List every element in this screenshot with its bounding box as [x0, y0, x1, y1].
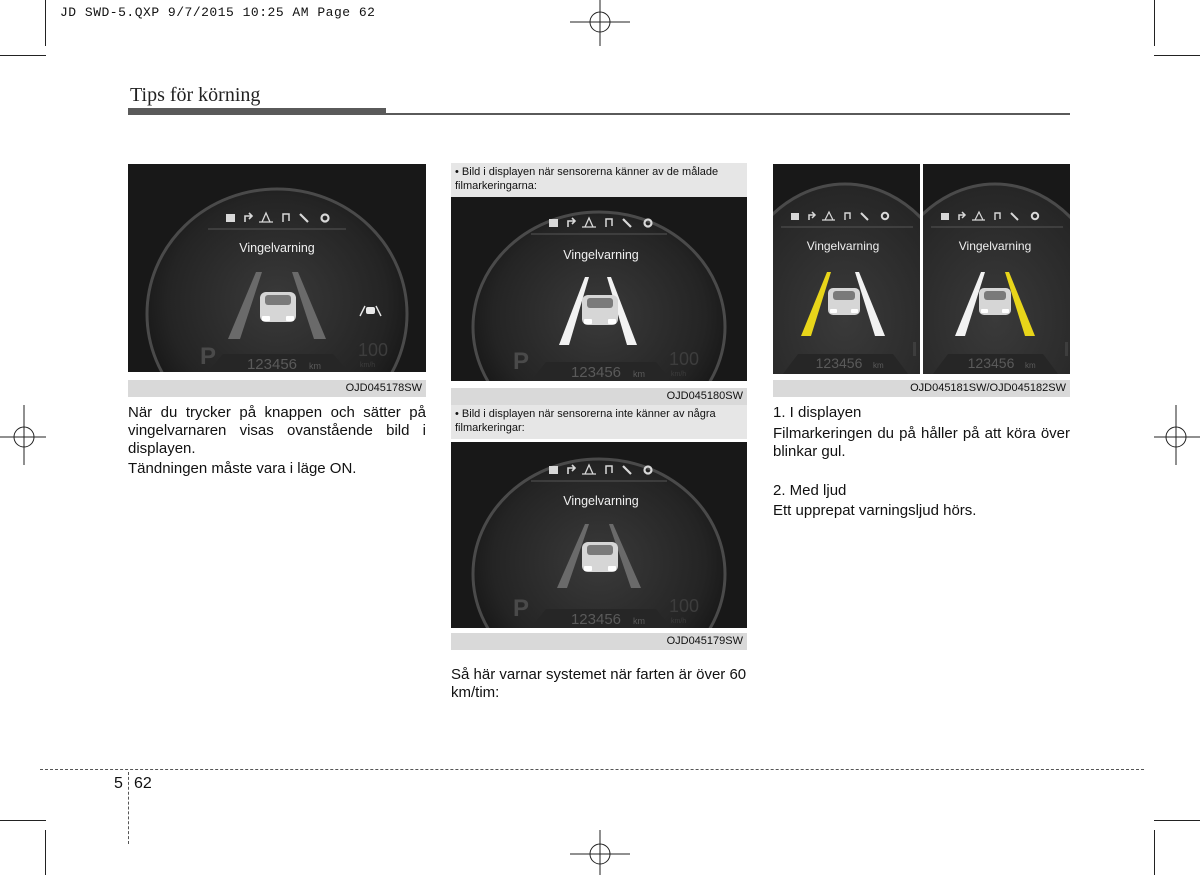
paragraph: När du trycker på knappen och sätter på vingelvarnaren visas ovanstående bild i displayen. [128, 404, 426, 457]
cluster-display [128, 164, 426, 372]
cluster-display [923, 164, 1070, 374]
display-title: Vingelvarning [806, 239, 880, 253]
seat-icon [791, 213, 799, 220]
header-bar [128, 108, 386, 115]
speed-value: 100 [669, 596, 700, 616]
note-not-detected: • Bild i displayen när sensorerna inte känner av några filmarkeringar: [451, 405, 747, 439]
display-title: Vingelvarning [239, 241, 315, 255]
figure-code: OJD045178SW [345, 382, 422, 394]
gear-indicator: P [200, 343, 217, 370]
cluster-figure-2 [451, 197, 747, 381]
registration-mark-icon [0, 405, 46, 465]
display-title: Vingelvarning [563, 248, 639, 262]
crop-mark [0, 55, 46, 56]
car-icon [582, 542, 618, 572]
gear-indicator: P [513, 348, 530, 375]
odometer: 123456 [815, 355, 863, 371]
crop-mark [1154, 0, 1155, 46]
page-title: Tips för körning [130, 84, 261, 106]
seat-icon [226, 214, 235, 222]
figure-code: OJD045179SW [666, 635, 743, 647]
col1-text [128, 404, 426, 478]
odometer-unit: km [633, 369, 645, 379]
paragraph: Filmarkeringen du på håller på att köra över blinkar gul. [773, 425, 1070, 460]
figure-code: OJD045181SW/OJD045182SW [910, 382, 1066, 394]
header-rule [386, 113, 1070, 115]
page-number: 62 [134, 775, 152, 792]
odometer-unit: km [873, 361, 884, 370]
seat-icon [549, 466, 558, 474]
crop-mark [1154, 55, 1200, 56]
col3-text [773, 404, 1070, 520]
crop-mark [45, 0, 46, 46]
chapter-number: 5 [114, 775, 123, 792]
seat-icon [941, 213, 949, 220]
cluster-display [451, 197, 747, 381]
cluster-figure-1 [128, 164, 426, 372]
print-slug: JD SWD-5.QXP 9/7/2015 10:25 AM Page 62 [60, 5, 376, 20]
col2-text [451, 666, 751, 702]
display-title: Vingelvarning [958, 239, 1032, 253]
cluster-figure-4b [923, 164, 1070, 374]
cluster-display [451, 442, 747, 628]
odometer-unit: km [633, 616, 645, 626]
item-title: 1. I displayen [773, 404, 862, 421]
cluster-figure-4a [773, 164, 920, 374]
paragraph: Så här varnar systemet när farten är över 60 km/tim: [451, 666, 747, 701]
odometer: 123456 [967, 355, 1015, 371]
cluster-display [773, 164, 920, 374]
crop-mark [1154, 820, 1200, 821]
footer-divider [128, 772, 129, 844]
figure-caption-3 [451, 633, 747, 650]
crop-mark [45, 830, 46, 875]
crop-mark [1154, 830, 1155, 875]
figure-caption-1 [128, 380, 426, 397]
figure-caption-4 [773, 380, 1070, 397]
car-icon [979, 288, 1011, 315]
paragraph: Ett upprepat varningsljud hörs. [773, 502, 977, 519]
car-icon [582, 295, 618, 325]
display-title: Vingelvarning [563, 494, 639, 508]
registration-mark-icon [570, 830, 630, 875]
registration-mark-icon [570, 0, 630, 46]
car-icon [260, 292, 296, 322]
footer-rule [40, 769, 1144, 770]
paragraph: Tändningen måste vara i läge ON. [128, 460, 357, 477]
odometer: 123456 [246, 356, 298, 372]
odometer-unit: km [309, 361, 321, 371]
odometer: 123456 [570, 364, 622, 381]
note-detected: • Bild i displayen när sensorerna känner av de målade filmarkeringarna: [451, 163, 747, 197]
speed-value: 100 [669, 349, 700, 369]
registration-mark-icon [1154, 405, 1200, 465]
figure-caption-2 [451, 388, 747, 405]
speed-unit: km/h [671, 371, 687, 378]
cluster-figure-3 [451, 442, 747, 628]
speed-unit: km/h [671, 618, 687, 625]
item-title: 2. Med ljud [773, 482, 847, 499]
gear-indicator: P [513, 595, 530, 622]
crop-mark [0, 820, 46, 821]
car-icon [828, 288, 860, 315]
speed-value: 100 [358, 340, 389, 360]
figure-code: OJD045180SW [666, 390, 743, 402]
odometer: 123456 [570, 611, 622, 628]
seat-icon [549, 219, 558, 227]
odometer-unit: km [1025, 361, 1036, 370]
speed-unit: km/h [360, 362, 376, 369]
